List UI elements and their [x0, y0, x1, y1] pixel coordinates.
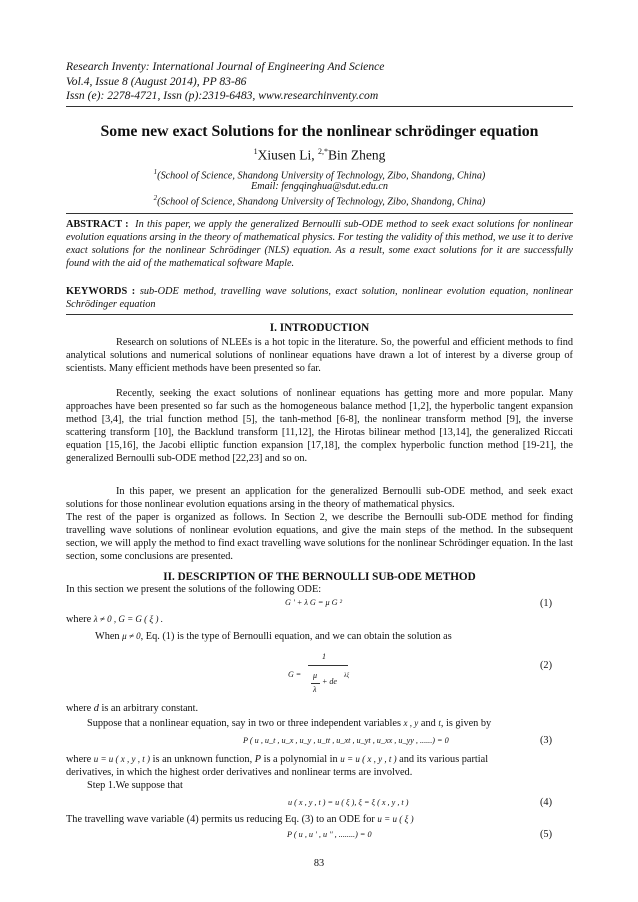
travel-line [66, 814, 414, 825]
where3-u: u = u ( x , y , t ) [93, 754, 151, 764]
keywords [66, 285, 573, 311]
travel-text: The travelling wave variable (4) permits us reducing Eq. (3) to an ODE for [66, 814, 375, 825]
intro-paragraph-3: In this paper, we present an application for the generalized Bernoulli sub-ODE method, and seek exact solutions for those nonlinear evolution equations arsing in the theory of mathematical physics. [66, 486, 573, 510]
eq2-lhs: G = [288, 670, 302, 679]
keywords-label: KEYWORDS : [66, 286, 136, 297]
equation-4: u ( x , y , t ) = u ( ξ ), ξ = ξ ( x , y , t ) [288, 798, 409, 807]
intro-paragraph-1: Research on solutions of NLEEs is a hot topic in the literature. So, the powerful and efficient methods to find analytical solutions and numerical solutions of nonlinear equations have drawn a lot of interest by a diverse group of scientists. Many efficient methods have been presented so far. [66, 337, 573, 374]
equation-5: P ( u , u ' , u '' , ........) = 0 [287, 830, 372, 839]
where3-P: P [254, 754, 262, 765]
author-email[interactable]: Email: fengqinghua@sdut.edu.cn [251, 181, 388, 192]
author2-name: Bin Zheng [328, 147, 386, 163]
where2-text: is an arbitrary constant. [101, 703, 199, 714]
abstract-rule-top [66, 213, 573, 214]
suppose-line [87, 718, 491, 729]
where-line-2 [66, 703, 198, 714]
suppose-t: t [438, 718, 441, 728]
intro-paragraph-4: The rest of the paper is organized as follows. In Section 2, we describe the Bernoulli sub-ODE method for finding travelling wave solutions of nonlinear evolution equations, and give the main steps of the method. In the subsequent section, we will apply the method to find exact travelling wave solutions for the nonlinear Schrödinger equation. In the last section, some conclusions are presented. [66, 512, 573, 562]
where3-end: and its various partial [399, 754, 489, 765]
equation-2-number: (2) [540, 660, 553, 671]
equation-3: P ( u , u_t , u_x , u_y , u_tt , u_xt , u_yt , u_xx , u_yy , ......) = 0 [243, 736, 449, 745]
when-line [95, 631, 452, 642]
eq2-fraction-bar [308, 665, 348, 666]
author2-sup: 2,* [318, 147, 328, 156]
section-1-heading: I. INTRODUCTION [269, 322, 370, 334]
eq2-numerator: 1 [322, 652, 326, 661]
where3-text: is an unknown function, [152, 754, 253, 765]
eq2-mu: μ [313, 671, 318, 680]
aff2-text: (School of Science, Shandong University of Technology, Zibo, Shandong, China) [157, 196, 486, 208]
suppose-text: Suppose that a nonlinear equation, say in two or three independent variables [87, 718, 401, 729]
equation-1: G ' + λ G = μ G ² [285, 598, 343, 607]
author1-name: Xiusen Li, [257, 147, 318, 163]
page-number: 83 [313, 858, 325, 869]
author-line [66, 147, 573, 164]
where-line-1 [66, 614, 163, 625]
equation-4-number: (4) [540, 797, 553, 808]
suppose-end: , is given by [440, 718, 492, 729]
journal-name: Research Inventy: International Journal of Engineering And Science [66, 60, 385, 73]
where-condition: λ ≠ 0 , G = G ( ξ ) . [93, 614, 163, 624]
affiliation-1 [66, 168, 573, 181]
when-word: When [95, 631, 120, 642]
where3-poly: is a polynomial in [263, 754, 338, 765]
when-text: , Eq. (1) is the type of Bernoulli equation, and we can obtain the solution as [140, 631, 452, 642]
journal-issn: Issn (e): 2278-4721, Issn (p):2319-6483, www.researchinventy.com [66, 89, 379, 103]
paper-title: Some new exact Solutions for the nonlinear schrödinger equation [100, 123, 539, 140]
eq2-exponent: λξ [344, 673, 350, 679]
where-line-3b: derivatives, in which the highest order derivatives and nonlinear terms are involved. [66, 767, 413, 778]
where2-word: where [66, 703, 92, 714]
where3-u2: u = u ( x , y , t ) [340, 754, 397, 764]
equation-3-number: (3) [540, 735, 553, 746]
step-1: Step 1.We suppose that [87, 780, 183, 791]
aff1-text: (School of Science, Shandong University of Technology, Zibo, Shandong, China) [157, 170, 486, 182]
where3-word: where [66, 754, 92, 765]
abstract [66, 218, 573, 270]
travel-u: u = u ( ξ ) [377, 814, 414, 824]
where-line-3 [66, 753, 573, 766]
intro-paragraph-2: Recently, seeking the exact solutions of nonlinear equations has getting more and more popular. Many approaches have been presented so far such as the homogeneous balance method [1,2], the hyperbolic tangent expansion method [3,4], the trial function method [5], the tanh-method [6-8], the nonlinear transform method [9], the inverse scattering transform [10], the Backlund transform [11,12], the Hirotas bilinear method [13,14], the generalized Riccati equation [15,16], the Jacobi elliptic function expansion [17,18], the complex hyperbolic function method [19-21], the generalized Bernoulli sub-ODE method [22,23] and so on. [66, 388, 573, 464]
where-word: where [66, 614, 92, 625]
abstract-label: ABSTRACT : [66, 219, 129, 230]
aff1-sup: 1 [153, 168, 158, 176]
aff2-sup: 2 [153, 194, 158, 202]
sec2-intro: In this section we present the solutions of the following ODE: [66, 584, 322, 595]
eq2-plus-de: + de [322, 677, 337, 686]
equation-5-number: (5) [540, 829, 553, 840]
section-2-heading: II. DESCRIPTION OF THE BERNOULLI SUB-ODE METHOD [163, 571, 476, 583]
where2-var: d [93, 703, 99, 714]
equation-1-number: (1) [540, 598, 553, 609]
journal-header [66, 60, 384, 104]
journal-volume: Vol.4, Issue 8 (August 2014), PP 83-86 [66, 74, 247, 88]
header-rule [66, 106, 573, 107]
affiliation-2 [66, 194, 573, 207]
suppose-vars: x , y [403, 718, 419, 728]
keywords-rule [66, 314, 573, 315]
eq2-lambda: λ [313, 685, 317, 694]
suppose-and: and [420, 718, 436, 729]
author1-sup: 1 [253, 147, 258, 156]
keywords-text: sub-ODE method, travelling wave solutions, exact solution, nonlinear evolution equation, nonlinear Schrödinger equation [66, 286, 573, 310]
when-condition: μ ≠ 0 [122, 631, 141, 641]
eq2-inner-bar [311, 683, 320, 684]
abstract-text: In this paper, we apply the generalized Bernoulli sub-ODE method to seek exact solutions for nonlinear evolution equations arsing in the theory of mathematical physics. For testing the validity of this method, we use it to derive exact solutions for the nonlinear Schrödinger (NLS) equation. As a result, some exact solutions for it are successfully found with the aid of the mathematical software Maple. [66, 219, 573, 269]
